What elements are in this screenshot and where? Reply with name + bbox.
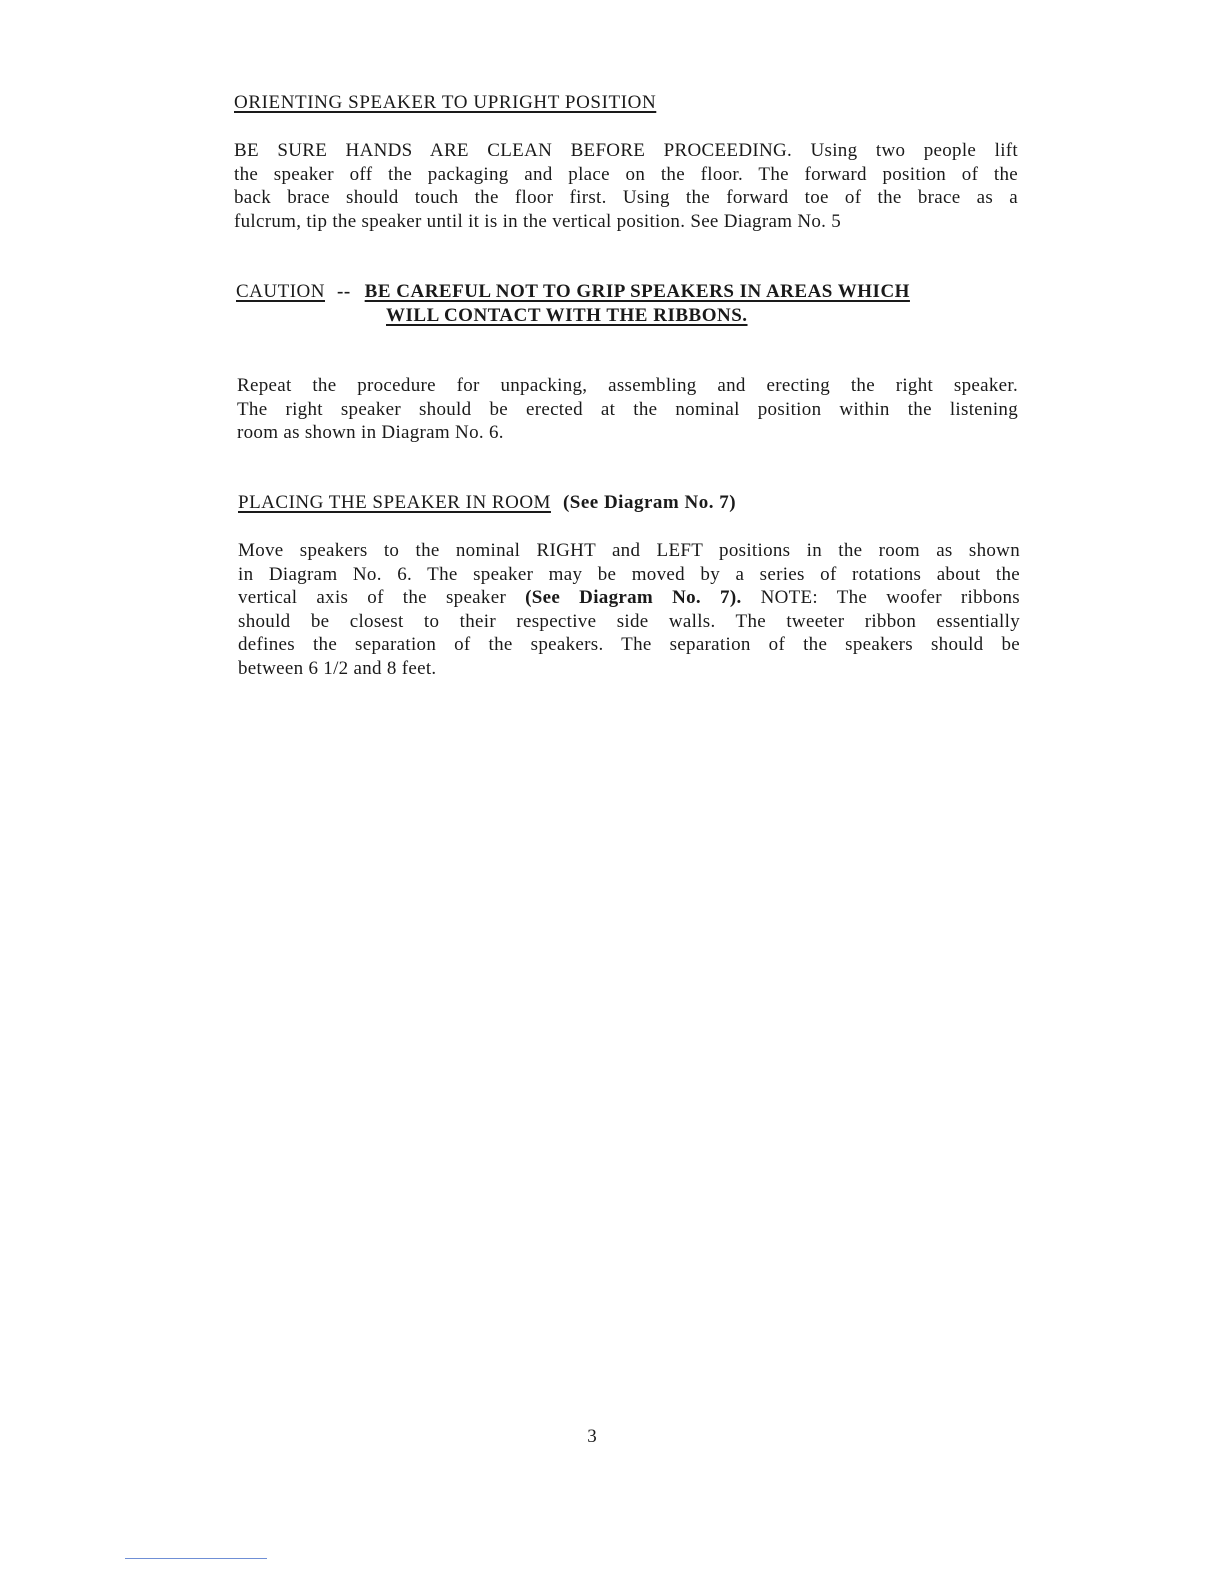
caution-notice — [236, 281, 910, 303]
paragraph-line: Repeat the procedure for unpacking, assembling and erecting the right speaker. — [237, 375, 1018, 396]
paragraph-line: the speaker off the packaging and place on the floor. The forward position of the — [234, 163, 1018, 185]
footer-rule — [125, 1558, 267, 1559]
paragraph-line: The right speaker should be erected at the nominal position within the listening — [237, 398, 1018, 420]
paragraph-repeat — [237, 374, 1018, 445]
paragraph-line — [238, 586, 1020, 610]
line-text: vertical axis of the speaker — [238, 587, 526, 608]
paragraph-placing — [238, 539, 1020, 680]
section-heading-orienting: ORIENTING SPEAKER TO UPRIGHT POSITION — [234, 92, 657, 113]
line-text: NOTE: The woofer ribbons — [741, 587, 1021, 608]
placing-heading-title: PLACING THE SPEAKER IN ROOM — [238, 492, 551, 513]
caution-separator: -- — [337, 281, 351, 302]
caution-text-line2: WILL CONTACT WITH THE RIBBONS. — [386, 305, 748, 326]
caution-label: CAUTION — [236, 281, 325, 302]
paragraph-line: should be closest to their respective side walls. The tweeter ribbon essentially — [238, 610, 1020, 632]
paragraph-orienting — [234, 139, 1018, 233]
paragraph-line: fulcrum, tip the speaker until it is in the vertical position. See Diagram No. 5 — [234, 210, 842, 232]
paragraph-line: defines the separation of the speakers. The separation of the speakers should be — [238, 634, 1020, 655]
paragraph-line: in Diagram No. 6. The speaker may be moved by a series of rotations about the — [238, 563, 1020, 585]
paragraph-line: between 6 1/2 and 8 feet. — [238, 657, 437, 679]
placing-heading-ref: (See Diagram No. 7) — [562, 492, 737, 513]
paragraph-line: room as shown in Diagram No. 6. — [237, 422, 504, 443]
paragraph-line: back brace should touch the floor first. Using the forward toe of the brace as a — [234, 187, 1018, 208]
section-heading-placing — [238, 492, 736, 514]
caution-text-line1: BE CAREFUL NOT TO GRIP SPEAKERS IN AREAS WHICH — [364, 281, 910, 302]
paragraph-line: Move speakers to the nominal RIGHT and LEFT positions in the room as shown — [238, 540, 1020, 561]
diagram-reference: (See Diagram No. 7). — [525, 587, 742, 608]
paragraph-line: BE SURE HANDS ARE CLEAN BEFORE PROCEEDING. Using two people lift — [234, 140, 1018, 161]
page-number: 3 — [587, 1426, 597, 1447]
